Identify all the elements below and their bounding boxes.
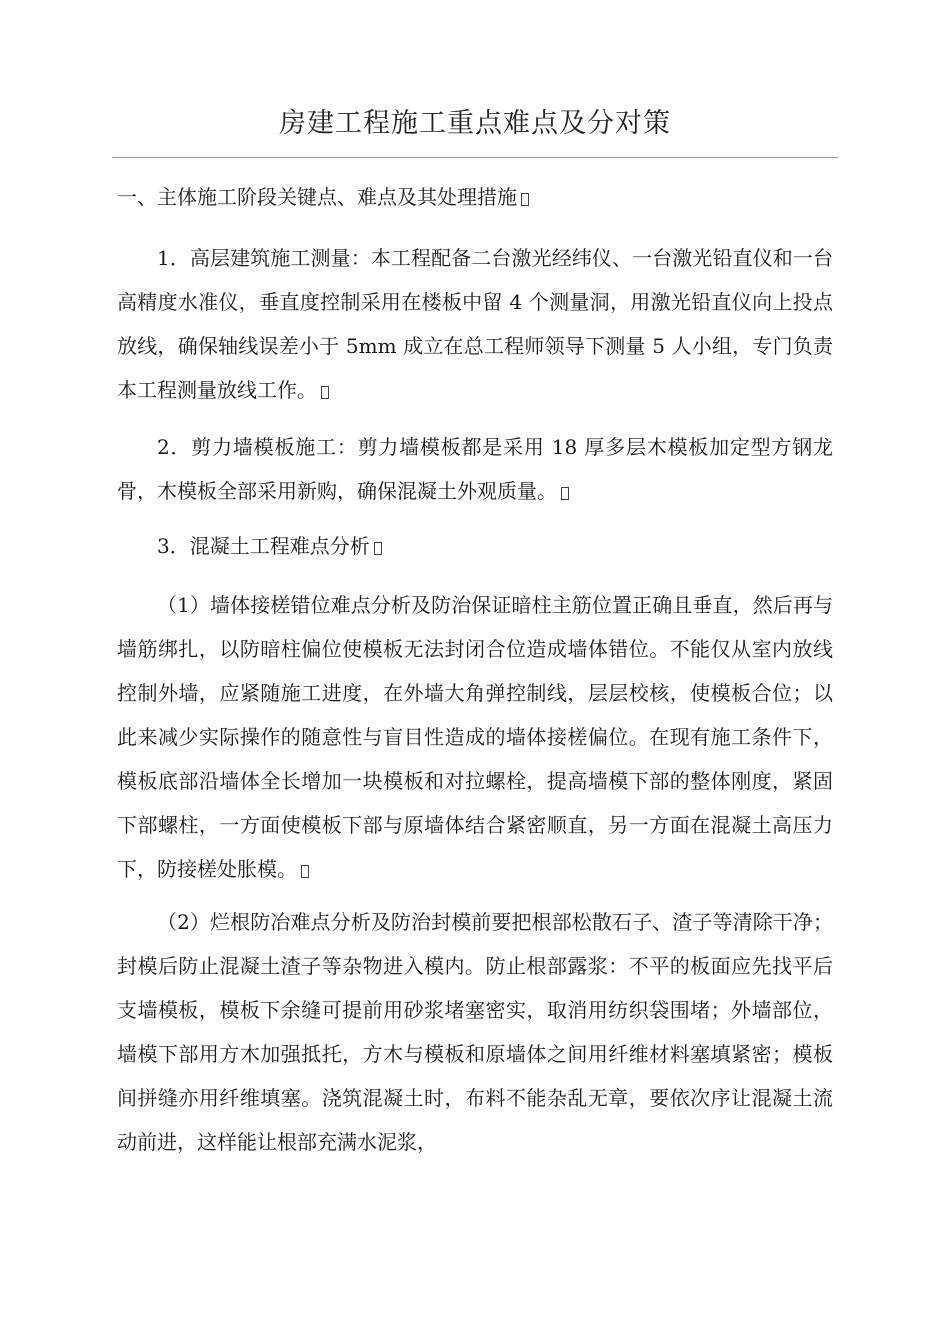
title-divider: [112, 157, 838, 158]
paragraph-wall-joint: （1）墙体接槎错位难点分析及防治保证暗柱主筋位置正确且垂直，然后再与墙筋绑扎，以防暗柱偏位使模板无法封闭合位造成墙体错位。不能仅从室内放线控制外墙，应紧随施工进度，在外墙大角弹控制线，层层校核，使模板合位；以此来减少实际操作的随意性与盲目性造成的墙体接槎偏位。在现有施工条件下，模板底部沿墙体全长增加一块模板和对拉螺栓，提高墙模下部的整体刚度，紧固下部螺柱，一方面使模板下部与原墙体结合紧密顺直，另一方面在混凝土高压力下，防接槎处胀模。: [117, 593, 833, 881]
paragraph-survey: 1．高层建筑施工测量：本工程配备二台激光经纬仪、一台激光铅直仪和一台高精度水准仪，垂直度控制采用在楼板中留 4 个测量洞，用激光铅直仪向上投点放线，确保轴线误差小于 5mm 成立在总工程师领导下测量 5 人小组，专门负责本工程测量放线工作。: [117, 246, 833, 402]
paragraph-mark-icon: [561, 487, 569, 500]
paragraph-concrete-heading: 3．混凝土工程难点分析: [117, 524, 833, 568]
document-title: 房建工程施工重点难点及分对策: [279, 108, 671, 139]
section-heading: 一、主体施工阶段关键点、难点及其处理措施: [117, 175, 833, 219]
paragraph-shear-wall: 2．剪力墙模板施工：剪力墙模板都是采用 18 厚多层木模板加定型方钢龙骨，木模板全部采用新购，确保混凝土外观质量。: [117, 435, 833, 503]
paragraph-mark-icon: [321, 386, 329, 399]
paragraph-mark-icon: [301, 865, 309, 878]
paragraph-mark-icon: [374, 542, 382, 555]
paragraph-root-rot: （2）烂根防冶难点分析及防治封模前要把根部松散石子、渣子等清除干净；封模后防止混凝土渣子等杂物进入模内。防止根部露浆：不平的板面应先找平后支墙模板，模板下余缝可提前用砂浆堵塞密实，取消用纺织袋围堵；外墙部位，墙模下部用方木加强抵托，方木与模板和原墙体之间用纤维材料塞填紧密；模板间拼缝亦用纤维填塞。浇筑混凝土时，布料不能杂乱无章，要依次序让混凝土流动前进，这样能让根部充满水泥浆，: [117, 910, 833, 1154]
paragraph-mark-icon: [521, 193, 529, 206]
